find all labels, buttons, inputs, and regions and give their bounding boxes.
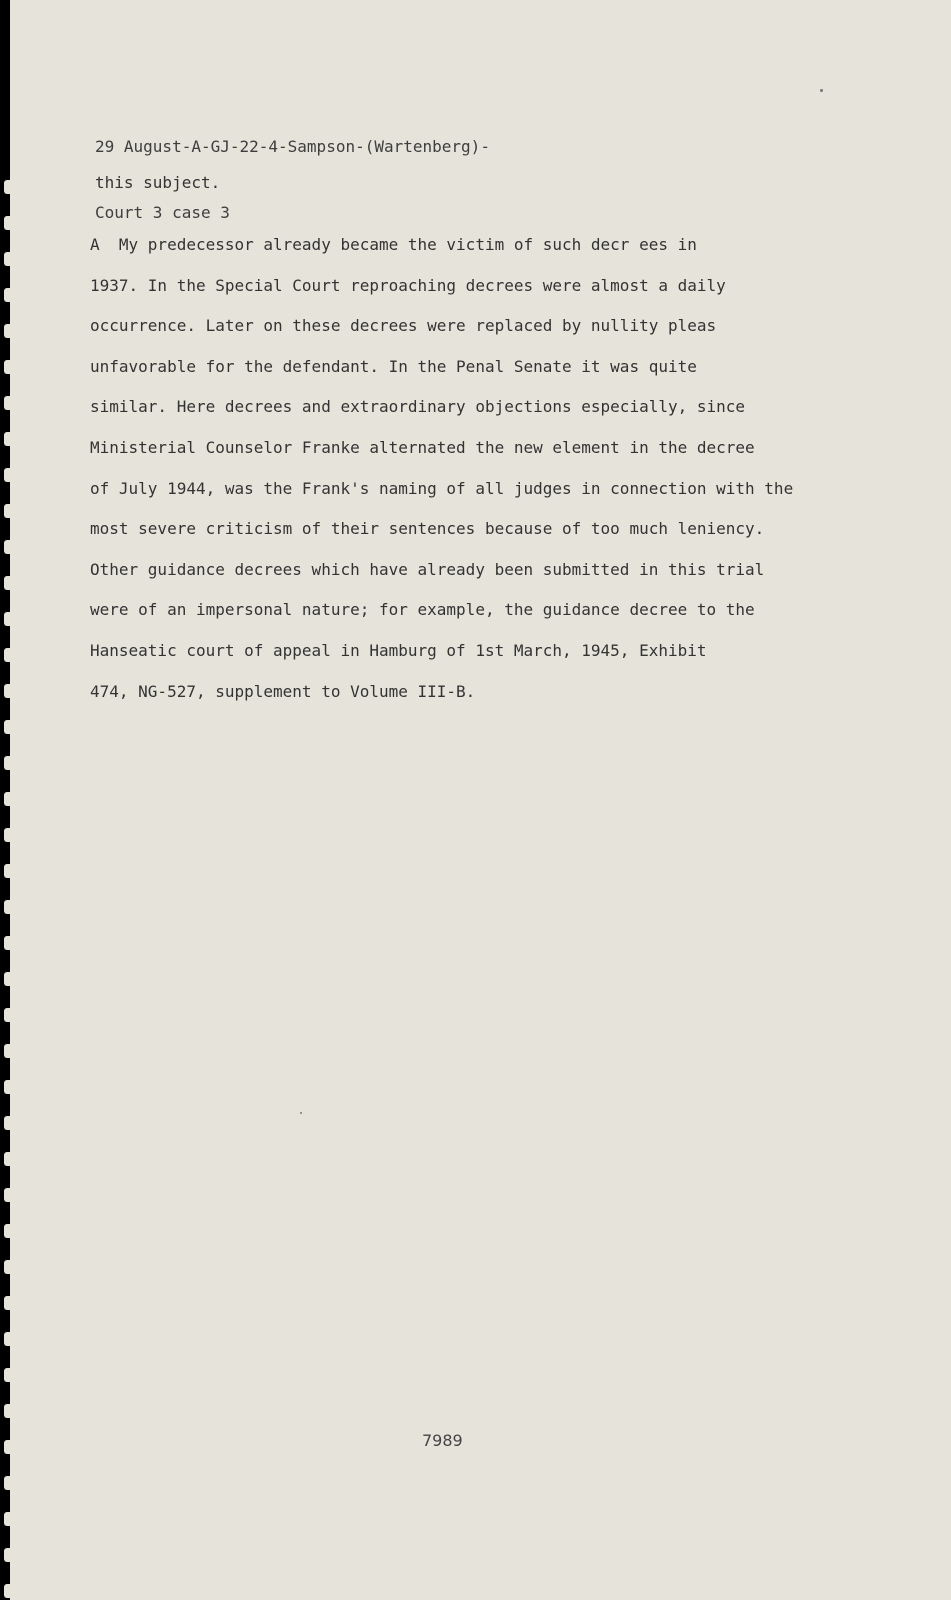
body-line: A My predecessor already became the victim of such decr ees in: [90, 235, 697, 254]
body-line: similar. Here decrees and extraordinary objections especially, since: [90, 397, 746, 417]
header-line-1: 29 August-A-GJ-22-4-Sampson-(Wartenberg)-: [95, 137, 490, 156]
page-number: 7989: [422, 1431, 463, 1450]
header-line-2: Court 3 case 3: [95, 203, 230, 222]
binding-edge: [0, 0, 10, 1600]
body-line: were of an impersonal nature; for example, the guidance decree to the: [90, 600, 755, 620]
body-line: Hanseatic court of appeal in Hamburg of 1st March, 1945, Exhibit: [90, 640, 707, 660]
paper-speck: [300, 1112, 302, 1114]
body-line: Ministerial Counselor Franke alternated the new element in the decree: [90, 437, 755, 457]
body-line: occurrence. Later on these decrees were replaced by nullity pleas: [90, 316, 717, 336]
body-line: 1937. In the Special Court reproaching decrees were almost a daily: [90, 275, 726, 295]
body-line: 474, NG-527, supplement to Volume III-B.: [90, 681, 476, 701]
body-line: of July 1944, was the Frank's naming of all judges in connection with the: [90, 478, 794, 498]
paper-speck: [820, 89, 823, 92]
opening-line: this subject.: [95, 173, 221, 192]
testimony-body: [90, 234, 910, 721]
body-line: Other guidance decrees which have already been submitted in this trial: [90, 559, 765, 579]
document-page: [10, 0, 951, 1600]
body-line: most severe criticism of their sentences because of too much leniency.: [90, 519, 765, 539]
body-line: unfavorable for the defendant. In the Penal Senate it was quite: [90, 356, 697, 376]
